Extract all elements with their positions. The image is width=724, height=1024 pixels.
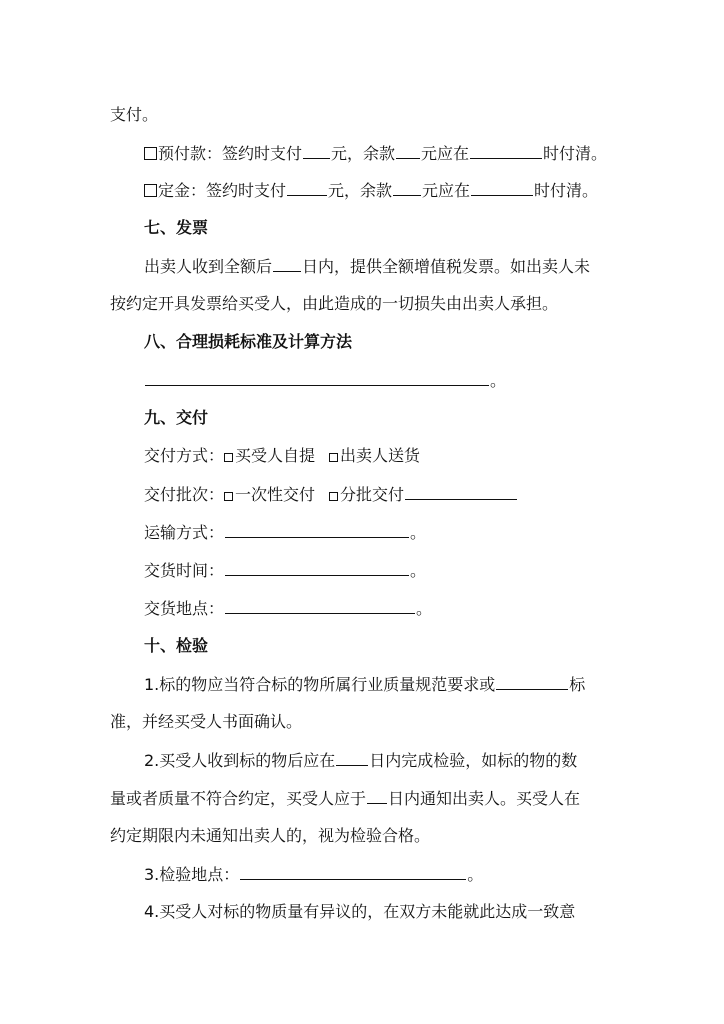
checkbox-single-delivery[interactable]: [224, 492, 233, 501]
text: 日内通知出卖人。买受人在: [388, 789, 581, 808]
blank-notify-days[interactable]: [367, 787, 387, 804]
checkbox-self-pickup[interactable]: [224, 453, 233, 462]
option-label: 出卖人送货: [340, 446, 421, 465]
text: 元，余款: [331, 144, 396, 163]
text: 元应在: [421, 144, 470, 163]
text: 。: [410, 523, 427, 542]
row-delivery-place: [144, 597, 432, 620]
heading-inspection: 十、检验: [144, 636, 209, 655]
blank-prepay-amount[interactable]: [303, 142, 330, 159]
text: 支付。: [110, 105, 159, 124]
blank-delivery-time[interactable]: [225, 559, 409, 576]
row-delivery-time: [144, 559, 426, 582]
blank-delivery-place[interactable]: [225, 597, 415, 614]
option-label: 分批交付: [340, 485, 405, 504]
text: 预付款：签约时支付: [158, 144, 303, 163]
option-label: 买受人自提: [235, 446, 316, 465]
text: 量或者质量不符合约定，买受人应于: [110, 789, 367, 808]
blank-inspection-place[interactable]: [240, 863, 466, 880]
text: 时付清。: [543, 144, 608, 163]
text: 时付清。: [534, 181, 599, 200]
paragraph-invoice-2: 按约定开具发票给买受人，由此造成的一切损失由出卖人承担。: [110, 294, 559, 313]
blank-prepay-time[interactable]: [470, 142, 542, 159]
text: 1.标的物应当符合标的物所属行业质量规范要求或: [144, 675, 496, 694]
checkbox-deposit[interactable]: [144, 184, 157, 197]
checkbox-prepayment[interactable]: [144, 147, 157, 160]
paragraph-inspection-1b: 准，并经买受人书面确认。: [110, 712, 303, 731]
blank-batch-detail[interactable]: [405, 483, 517, 500]
paragraph-prepayment: [144, 142, 607, 165]
blank-deposit-balance[interactable]: [393, 179, 421, 196]
text: 出卖人收到全额后: [144, 257, 273, 276]
row-delivery-batch: [144, 483, 518, 506]
heading-invoice: 七、发票: [144, 218, 209, 237]
label: 交货地点：: [144, 599, 225, 618]
blank-quality-standard[interactable]: [496, 673, 568, 690]
blank-deposit-time[interactable]: [471, 179, 533, 196]
blank-prepay-balance[interactable]: [396, 142, 420, 159]
label: 交货时间：: [144, 561, 225, 580]
blank-loss-standard[interactable]: [145, 369, 489, 386]
paragraph-inspection-2c: 约定期限内未通知出卖人的，视为检验合格。: [110, 826, 431, 845]
paragraph-inspection-2b: [110, 787, 580, 810]
label: 交付方式：: [144, 446, 225, 465]
paragraph-inspection-4: 4.买受人对标的物质量有异议的，在双方未能就此达成一致意: [144, 902, 576, 921]
row-transport: [144, 521, 426, 544]
text: 。: [410, 561, 427, 580]
blank-transport[interactable]: [225, 521, 409, 538]
text: 元，余款: [328, 181, 393, 200]
paragraph-payment-tail: [110, 104, 158, 126]
blank-inspection-days[interactable]: [336, 749, 368, 766]
heading-loss-standard: 八、合理损耗标准及计算方法: [144, 332, 353, 351]
checkbox-seller-delivery[interactable]: [329, 453, 338, 462]
text: 日内完成检验，如标的物的数: [369, 751, 578, 770]
text: 日内，提供全额增值税发票。如出卖人未: [302, 257, 591, 276]
paragraph-loss-blank: [144, 369, 506, 392]
text: 定金：签约时支付: [158, 181, 287, 200]
paragraph-invoice-1: [144, 255, 590, 278]
option-label: 一次性交付: [235, 485, 316, 504]
blank-invoice-days[interactable]: [273, 255, 301, 272]
paragraph-inspection-2a: [144, 749, 577, 772]
text: 标: [569, 675, 586, 694]
text: 。: [490, 371, 507, 390]
checkbox-batch-delivery[interactable]: [329, 492, 338, 501]
blank-deposit-amount[interactable]: [287, 179, 327, 196]
label: 交付批次：: [144, 485, 225, 504]
text: 2.买受人收到标的物后应在: [144, 751, 336, 770]
row-delivery-method: [144, 445, 420, 467]
text: 。: [467, 865, 484, 884]
text: 元应在: [422, 181, 471, 200]
label: 3.检验地点：: [144, 865, 240, 884]
label: 运输方式：: [144, 523, 225, 542]
paragraph-inspection-3: [144, 863, 483, 886]
heading-delivery: 九、交付: [144, 408, 209, 427]
text: 。: [416, 599, 433, 618]
paragraph-deposit: [144, 179, 598, 202]
paragraph-inspection-1a: [144, 673, 585, 696]
